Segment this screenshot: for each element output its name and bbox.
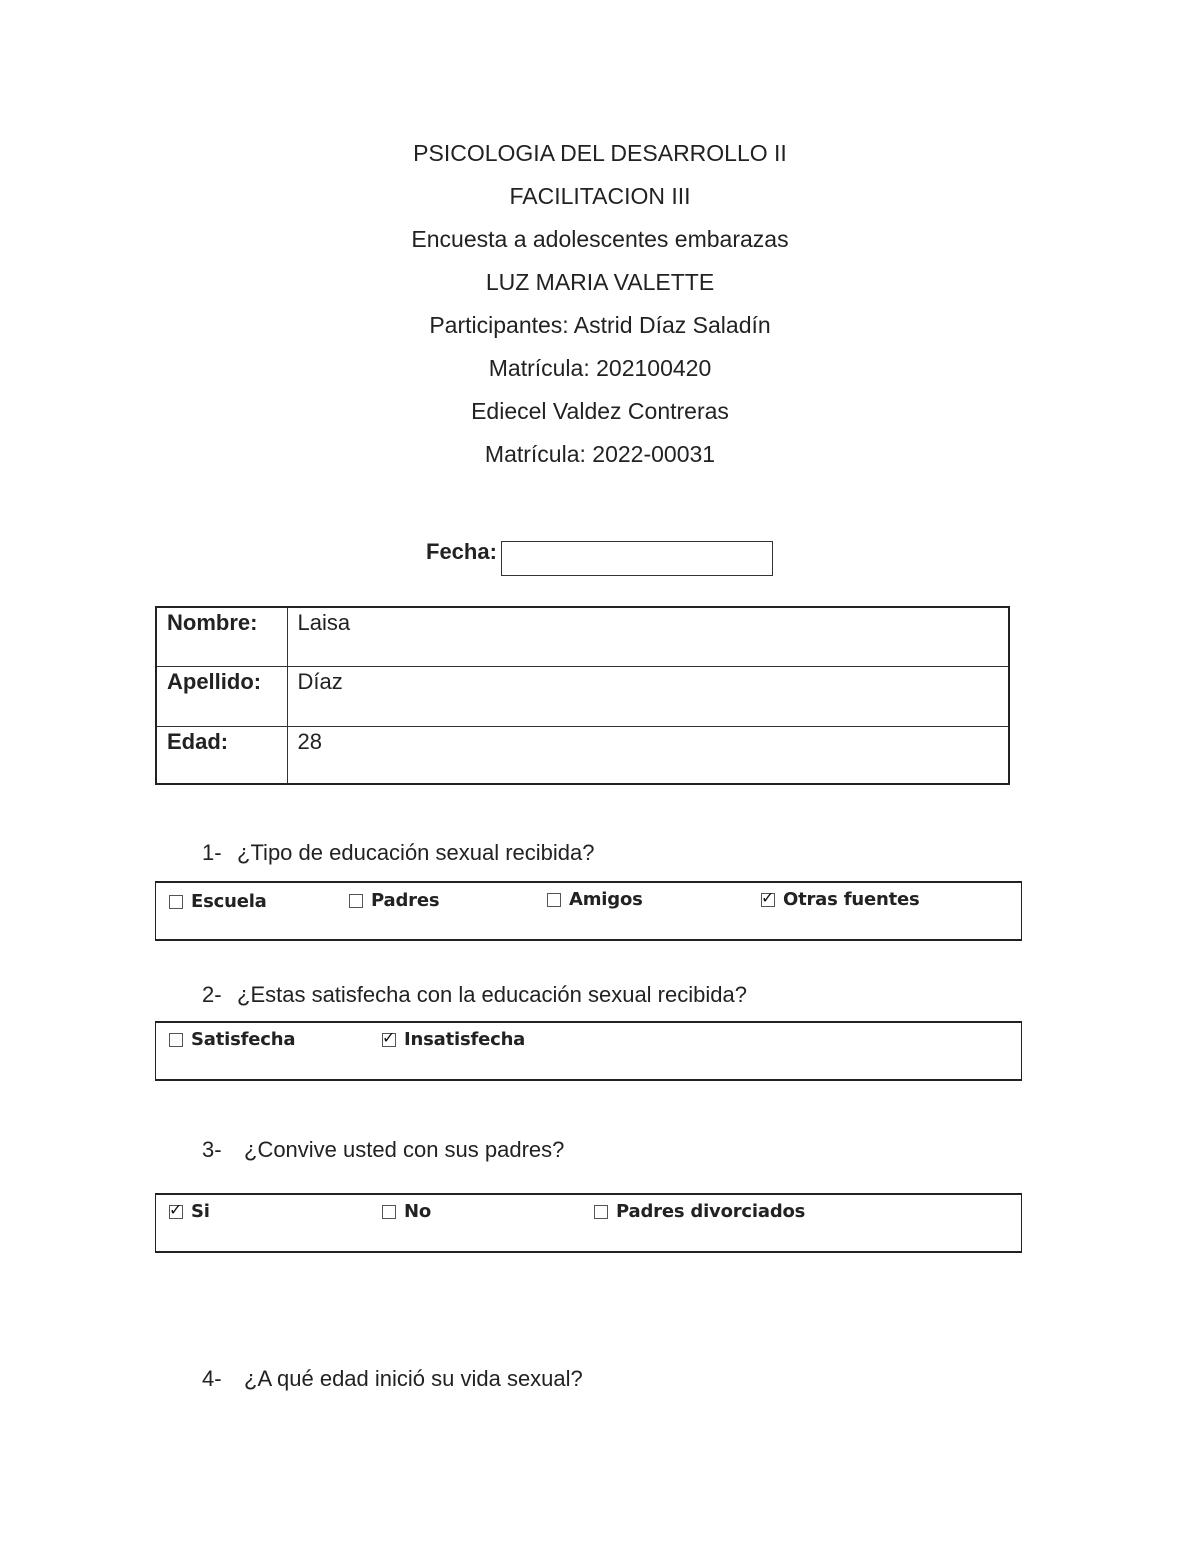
participant-2-name: Ediecel Valdez Contreras	[471, 398, 729, 424]
checkbox[interactable]	[761, 888, 775, 907]
participant-1-name: Participantes: Astrid Díaz Saladín	[429, 312, 771, 338]
checkmark-icon: ✓	[761, 888, 775, 907]
date-label: Fecha:	[426, 539, 497, 564]
option-label: Amigos	[569, 889, 643, 910]
question-2-number: 2-	[202, 982, 222, 1007]
personal-info-table	[155, 606, 1010, 785]
option-padres[interactable]	[349, 890, 439, 916]
question-3-number: 3-	[202, 1137, 222, 1162]
option-amigos[interactable]	[547, 889, 643, 915]
table-row	[156, 607, 1009, 666]
checkbox[interactable]	[382, 1028, 396, 1047]
participant-1-id: Matrícula: 202100420	[488, 355, 712, 381]
checkbox[interactable]	[169, 895, 183, 909]
date-field[interactable]	[501, 541, 773, 576]
question-1-number: 1-	[202, 840, 222, 865]
participant-2-id: Matrícula: 2022-00031	[484, 441, 716, 467]
option-label: Padres	[371, 890, 440, 911]
table-row	[156, 726, 1009, 784]
checkbox[interactable]	[382, 1205, 396, 1219]
surname-value[interactable]: Díaz	[287, 666, 1009, 726]
option-padres-divorciados[interactable]	[594, 1201, 805, 1227]
question-1-options	[155, 881, 1022, 941]
checkbox[interactable]	[169, 1033, 183, 1047]
teacher-name: LUZ MARIA VALETTE	[485, 269, 715, 295]
option-label: No	[404, 1201, 432, 1222]
question-3-options	[155, 1193, 1022, 1253]
checkmark-icon: ✓	[169, 1200, 183, 1219]
age-value[interactable]: 28	[287, 726, 1009, 784]
survey-title: Encuesta a adolescentes embarazas	[411, 226, 789, 252]
question-1-text: ¿Tipo de educación sexual recibida?	[237, 840, 595, 865]
option-otras-fuentes[interactable]	[761, 889, 920, 915]
checkmark-icon: ✓	[382, 1028, 396, 1047]
option-satisfecha[interactable]	[169, 1029, 295, 1055]
option-escuela[interactable]	[169, 891, 267, 917]
course-title: PSICOLOGIA DEL DESARROLLO II	[413, 140, 787, 166]
question-2-text: ¿Estas satisfecha con la educación sexual recibida?	[237, 982, 747, 1007]
age-label: Edad:	[156, 726, 287, 784]
surname-label: Apellido:	[156, 666, 287, 726]
option-label: Escuela	[191, 891, 267, 912]
question-4	[202, 1366, 583, 1392]
checkbox[interactable]	[547, 893, 561, 907]
table-row	[156, 666, 1009, 726]
name-value[interactable]: Laisa	[287, 607, 1009, 666]
option-label: Si	[191, 1201, 210, 1222]
question-2	[202, 982, 747, 1008]
name-label: Nombre:	[156, 607, 287, 666]
question-1	[202, 840, 595, 866]
checkbox[interactable]	[349, 894, 363, 908]
question-2-options	[155, 1021, 1022, 1081]
option-no[interactable]	[382, 1201, 431, 1227]
question-3	[202, 1137, 564, 1163]
option-si[interactable]	[169, 1201, 210, 1227]
option-label: Satisfecha	[191, 1029, 296, 1050]
checkbox[interactable]	[594, 1205, 608, 1219]
option-label: Otras fuentes	[783, 889, 920, 910]
option-insatisfecha[interactable]	[382, 1029, 525, 1055]
option-label: Insatisfecha	[404, 1029, 526, 1050]
document-header	[0, 136, 1200, 480]
option-label: Padres divorciados	[616, 1201, 806, 1222]
checkbox[interactable]	[169, 1200, 183, 1219]
question-3-text: ¿Convive usted con sus padres?	[244, 1137, 565, 1162]
question-4-text: ¿A qué edad inició su vida sexual?	[244, 1366, 583, 1391]
question-4-number: 4-	[202, 1366, 222, 1391]
facilitation-title: FACILITACION III	[509, 183, 691, 209]
